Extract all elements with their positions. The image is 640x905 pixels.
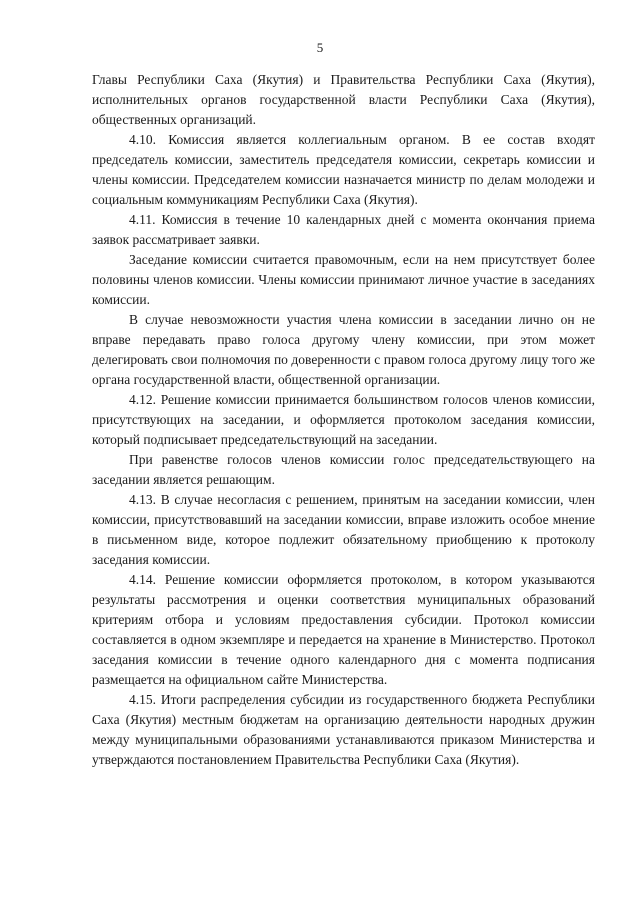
paragraph-4-14: 4.14. Решение комиссии оформляется протоколом, в котором указываются результаты рассмотрения и оценки соответствия муниципальных образований критериям отбора и условиям предоставления субсидии. Протокол комиссии составляется в одном экземпляре и передается на хранение в Министерство. Протокол заседания комиссии в течение одного календарного дня с момента подписания размещается на официальном сайте Министерства. [92,572,595,687]
paragraph-4-12: 4.12. Решение комиссии принимается большинством голосов членов комиссии, присутствующих на заседании, и оформляется протоколом заседания комиссии, который подписывает председательствующий на заседании. [92,392,595,447]
paragraph-continuation: Главы Республики Саха (Якутия) и Правительства Республики Саха (Якутия), исполнительных органов государственной власти Республики Саха (Якутия), общественных организаций. [92,72,595,127]
paragraph-quorum: Заседание комиссии считается правомочным, если на нем присутствует более половины членов комиссии. Члены комиссии принимают личное участие в заседаниях комиссии. [92,252,595,307]
paragraph-4-10: 4.10. Комиссия является коллегиальным органом. В ее состав входят председатель комиссии, заместитель председателя комиссии, секретарь комиссии и члены комиссии. Председателем комиссии назначается министр по делам молодежи и социальным коммуникациям Республики Саха (Якутия). [92,132,595,207]
paragraph-4-11: 4.11. Комиссия в течение 10 календарных дней с момента окончания приема заявок рассматривает заявки. [92,212,595,247]
paragraph-4-15: 4.15. Итоги распределения субсидии из государственного бюджета Республики Саха (Якутия) местным бюджетам на организацию деятельности народных дружин между муниципальными образованиями устанавливаются приказом Министерства и утверждаются постановлением Правительства Республики Саха (Якутия). [92,692,595,767]
paragraph-tie-vote: При равенстве голосов членов комиссии голос председательствующего на заседании является решающим. [92,452,595,487]
document-body [92,70,595,770]
paragraph-delegation: В случае невозможности участия члена комиссии в заседании лично он не вправе передавать право голоса другому члену комиссии, при этом может делегировать свои полномочия по доверенности с правом голоса другому лицу того же органа государственной власти, общественной организации. [92,312,595,387]
paragraph-4-13: 4.13. В случае несогласия с решением, принятым на заседании комиссии, член комиссии, присутствовавший на заседании комиссии, вправе изложить особое мнение в письменном виде, которое подлежит обязательному приобщению к протоколу заседания комиссии. [92,492,595,567]
page-number: 5 [316,40,324,55]
